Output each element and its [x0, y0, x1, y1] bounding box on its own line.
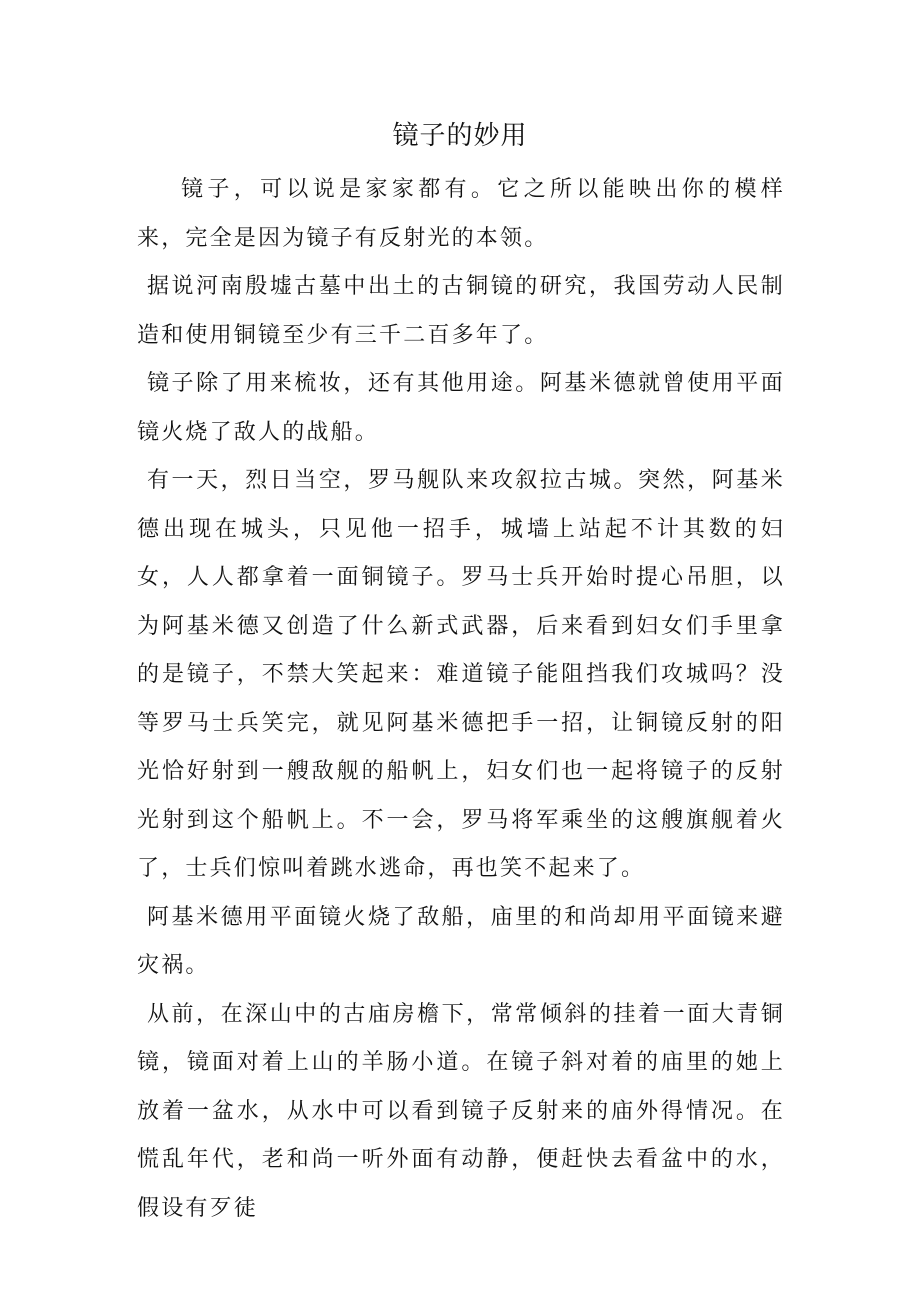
paragraph-bronze-mirror-history: 据说河南殷墟古墓中出土的古铜镜的研究，我国劳动人民制造和使用铜镜至少有三千二百多年了。 — [137, 274, 785, 348]
paragraph-monk-transition: 阿基米德用平面镜火烧了敌船，庙里的和尚却用平面镜来避灾祸。 — [137, 904, 785, 978]
document-body — [137, 166, 785, 1233]
document-title: 镜子的妙用 — [392, 121, 528, 151]
paragraph-mirror-intro: 镜子，可以说是家家都有。它之所以能映出你的模样来，完全是因为镜子有反射光的本领。 — [137, 177, 785, 251]
paragraph-archimedes-story: 有一天，烈日当空，罗马舰队来攻叙拉古城。突然，阿基米德出现在城头，只见他一招手，城墙上站起不计其数的妇女，人人都拿着一面铜镜子。罗马士兵开始时提心吊胆，以为阿基米德又创造了什么新式武器，后来看到妇女们手里拿的是镜子，不禁大笑起来：难道镜子能阻挡我们攻城吗？没等罗马士兵笑完，就见阿基米德把手一招，让铜镜反射的阳光恰好射到一艘敌舰的船帆上，妇女们也一起将镜子的反射光射到这个船帆上。不一会，罗马将军乘坐的这艘旗舰着火了，士兵们惊叫着跳水逃命，再也笑不起来了。 — [137, 468, 785, 881]
paragraph-temple-mirror: 从前，在深山中的古庙房檐下，常常倾斜的挂着一面大青铜镜，镜面对着上山的羊肠小道。在镜子斜对着的庙里的她上放着一盆水，从水中可以看到镜子反射来的庙外得情况。在慌乱年代，老和尚一听外面有动静，便赶快去看盆中的水，假设有歹徒 — [137, 1001, 785, 1221]
paragraph-other-uses: 镜子除了用来梳妆，还有其他用途。阿基米德就曾使用平面镜火烧了敌人的战船。 — [137, 371, 785, 445]
